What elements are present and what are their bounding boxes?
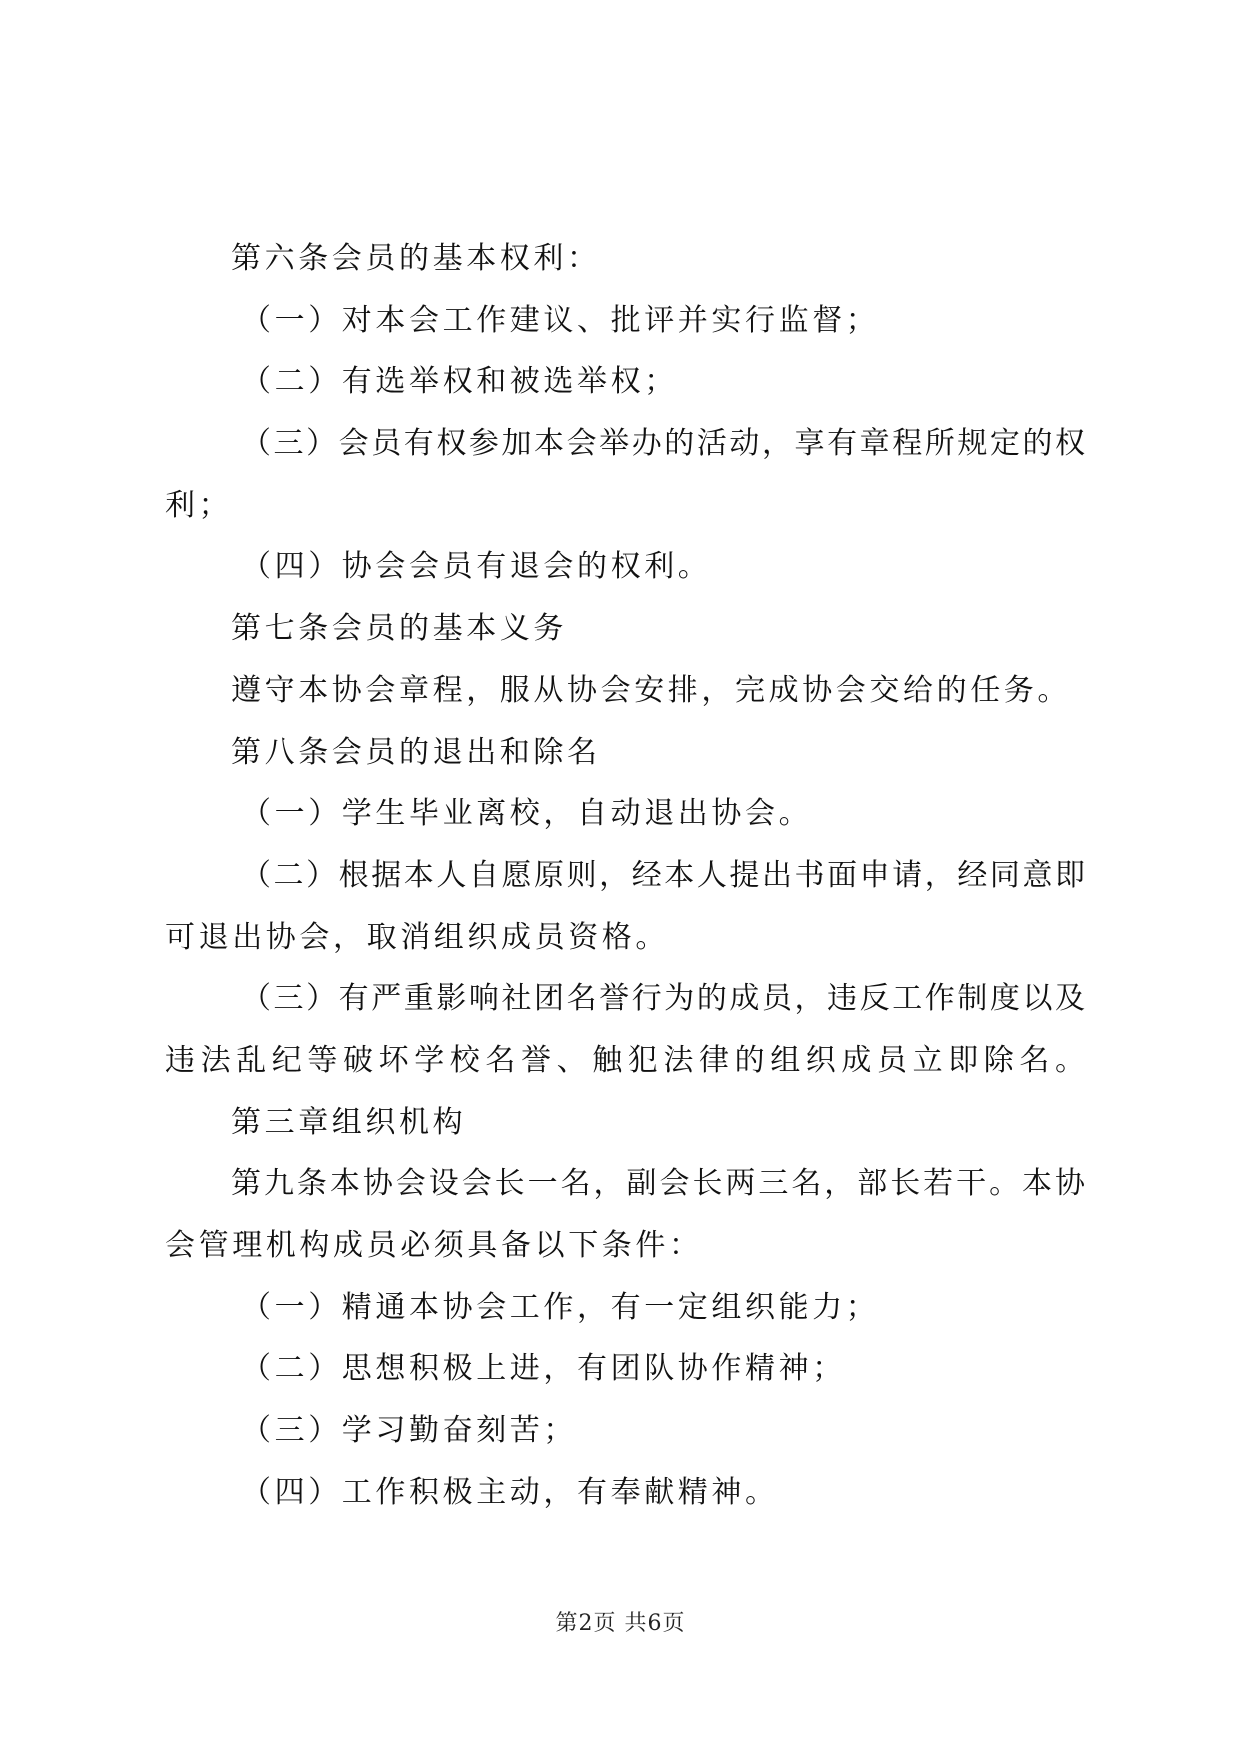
- article-6-item-1: （一）对本会工作建议、批评并实行监督；: [241, 302, 880, 338]
- article-8-item-2: （二）根据本人自愿原则，经本人提出书面申请，经同意即: [241, 857, 1085, 893]
- article-8-item-3: （三）有严重影响社团名誉行为的成员，违反工作制度以及: [241, 981, 1085, 1017]
- document-body: [165, 228, 1085, 1523]
- article-6-item-3: （三）会员有权参加本会举办的活动，享有章程所规定的权: [241, 426, 1085, 462]
- article-7-heading: 第七条会员的基本义务: [231, 611, 567, 647]
- article-8-heading: 第八条会员的退出和除名: [231, 734, 601, 770]
- article-9-item-1: （一）精通本协会工作，有一定组织能力；: [241, 1289, 880, 1325]
- chapter-3-heading: 第三章组织机构: [231, 1104, 467, 1140]
- article-7-text: 遵守本协会章程，服从协会安排，完成协会交给的任务。: [231, 672, 1071, 708]
- article-6-heading: 第六条会员的基本权利：: [231, 241, 601, 276]
- article-8-item-1: （一）学生毕业离校，自动退出协会。: [241, 796, 813, 832]
- article-6-item-3-continued: 利；: [165, 487, 233, 523]
- article-8-item-3-continued: 违法乱纪等破坏学校名誉、触犯法律的组织成员立即除名。: [165, 1042, 1085, 1078]
- article-9-text: 第九条本协会设会长一名，副会长两三名，部长若干。本协: [231, 1166, 1085, 1202]
- article-6-item-2: （二）有选举权和被选举权；: [241, 364, 678, 400]
- article-9-item-2: （二）思想积极上进，有团队协作精神；: [241, 1351, 846, 1387]
- article-6-item-4: （四）协会会员有退会的权利。: [241, 549, 712, 585]
- article-9-text-continued: 会管理机构成员必须具备以下条件：: [165, 1228, 703, 1263]
- article-9-item-3: （三）学习勤奋刻苦；: [241, 1413, 577, 1449]
- article-9-item-4: （四）工作积极主动，有奉献精神。: [241, 1474, 779, 1510]
- page-number-footer: 第2页 共6页: [555, 1611, 686, 1636]
- article-8-item-2-continued: 可退出协会，取消组织成员资格。: [165, 919, 669, 955]
